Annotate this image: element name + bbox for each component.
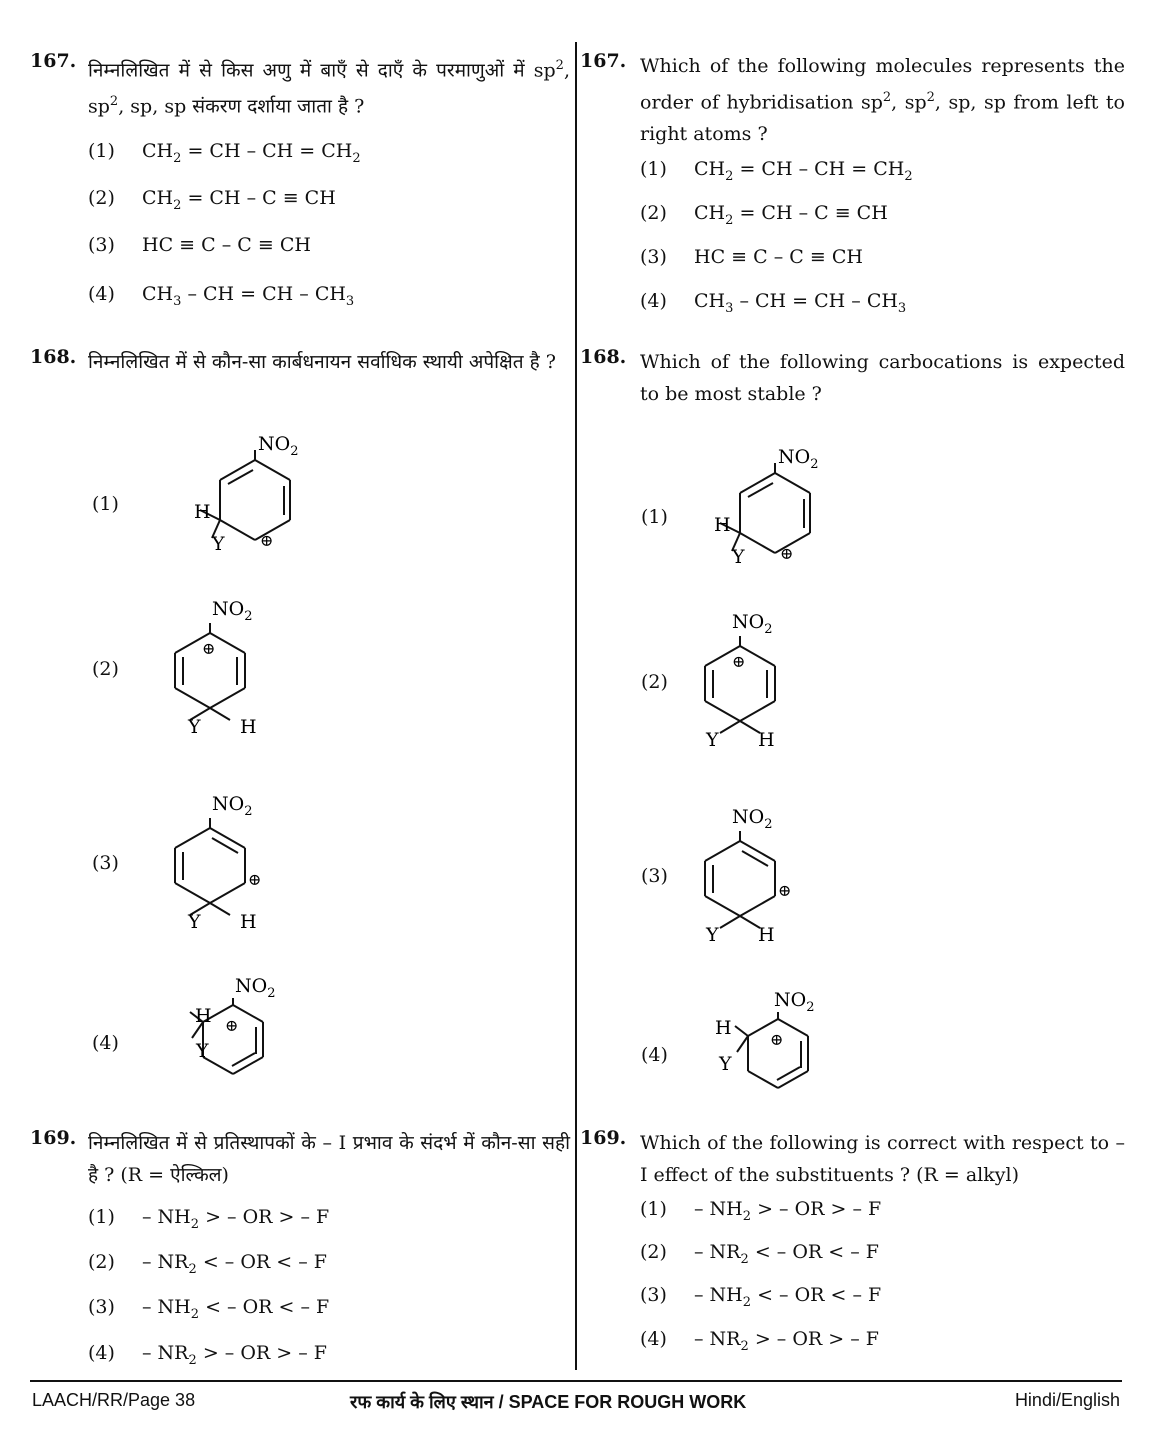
svg-text:Y: Y [706, 729, 719, 751]
carbocation-structure-4 [160, 970, 320, 1080]
footer-rule [30, 1380, 1122, 1382]
svg-text:NO2: $NO_2$ [212, 793, 253, 819]
svg-text:H: H [194, 501, 211, 523]
carbocation-structure-3 [150, 788, 300, 938]
question-number: 169. [580, 1127, 627, 1149]
svg-text:Y: Y [719, 1053, 732, 1075]
question-stem: Which of the following molecules represents the order of hybridisation $sp^2$, $sp^2$, sp, sp from left to right atoms ? [640, 55, 1125, 146]
carbocation-structure-4 [705, 984, 865, 1094]
svg-text:H: H [195, 1005, 212, 1027]
svg-text:⊕: ⊕ [778, 881, 792, 900]
svg-text:⊕: ⊕ [780, 544, 794, 563]
column-divider [575, 42, 577, 1370]
question-number: 169. [30, 1127, 77, 1149]
footer-language: Hindi/English [1014, 1390, 1120, 1410]
carbocation-structure-3 [690, 801, 840, 951]
svg-text:NO2: $NO_2$ [732, 806, 773, 832]
svg-text:NO2: $NO_2$ [732, 611, 773, 637]
question-number: 167. [30, 50, 77, 72]
carbocation-structure-2 [690, 606, 840, 756]
question-stem: निम्नलिखित में से प्रतिस्थापकों के – I प्रभाव के संदर्भ में कौन-सा सही है ? (R = ऐल्किल) [88, 1132, 570, 1186]
svg-text:NO2: $NO_2$ [778, 446, 819, 472]
svg-text:H: H [758, 729, 775, 751]
svg-text:Y: Y [188, 716, 201, 738]
svg-text:⊕: ⊕ [260, 531, 274, 550]
svg-text:NO2: $NO_2$ [258, 433, 299, 459]
svg-text:NO2: $NO_2$ [212, 598, 253, 624]
svg-text:⊕: ⊕ [732, 652, 746, 671]
svg-text:⊕: ⊕ [248, 870, 262, 889]
question-number: 168. [30, 346, 77, 368]
footer-rough-work: रफ कार्य के लिए स्थान / SPACE FOR ROUGH WORK [350, 1392, 747, 1412]
svg-text:⊕: ⊕ [202, 639, 216, 658]
svg-text:H: H [240, 716, 257, 738]
svg-text:Y: Y [196, 1040, 209, 1062]
svg-text:⊕: ⊕ [225, 1016, 239, 1035]
question-stem: Which of the following carbocations is expected to be most stable ? [640, 351, 1125, 405]
question-number: 168. [580, 346, 627, 368]
question-stem: Which of the following is correct with respect to – I effect of the substituents ? (R = alkyl) [640, 1132, 1125, 1186]
carbocation-structure-1 [150, 420, 340, 560]
question-stem: निम्नलिखित में से कौन-सा कार्बधनायन सर्वाधिक स्थायी अपेक्षित है ? [88, 351, 556, 373]
svg-text:NO2: $NO_2$ [774, 989, 815, 1015]
svg-text:H: H [758, 924, 775, 946]
svg-text:H: H [715, 1017, 732, 1039]
svg-text:H: H [714, 514, 731, 536]
svg-text:H: H [240, 911, 257, 933]
carbocation-structure-1 [670, 433, 860, 573]
svg-text:Y: Y [706, 924, 719, 946]
footer-page-code: LAACH/RR/Page 38 [32, 1390, 196, 1410]
question-stem: निम्नलिखित में से किस अणु में बाएँ से दाएँ के परमाणुओं में $sp^2$, $sp^2$, sp, sp संकरण दर्शाया जाता है ? [88, 58, 570, 118]
svg-text:Y: Y [212, 533, 225, 555]
question-number: 167. [580, 50, 627, 72]
svg-text:Y: Y [732, 546, 745, 568]
carbocation-structure-2 [150, 593, 300, 743]
svg-text:Y: Y [188, 911, 201, 933]
svg-text:NO2: $NO_2$ [235, 975, 276, 1001]
svg-text:⊕: ⊕ [770, 1030, 784, 1049]
